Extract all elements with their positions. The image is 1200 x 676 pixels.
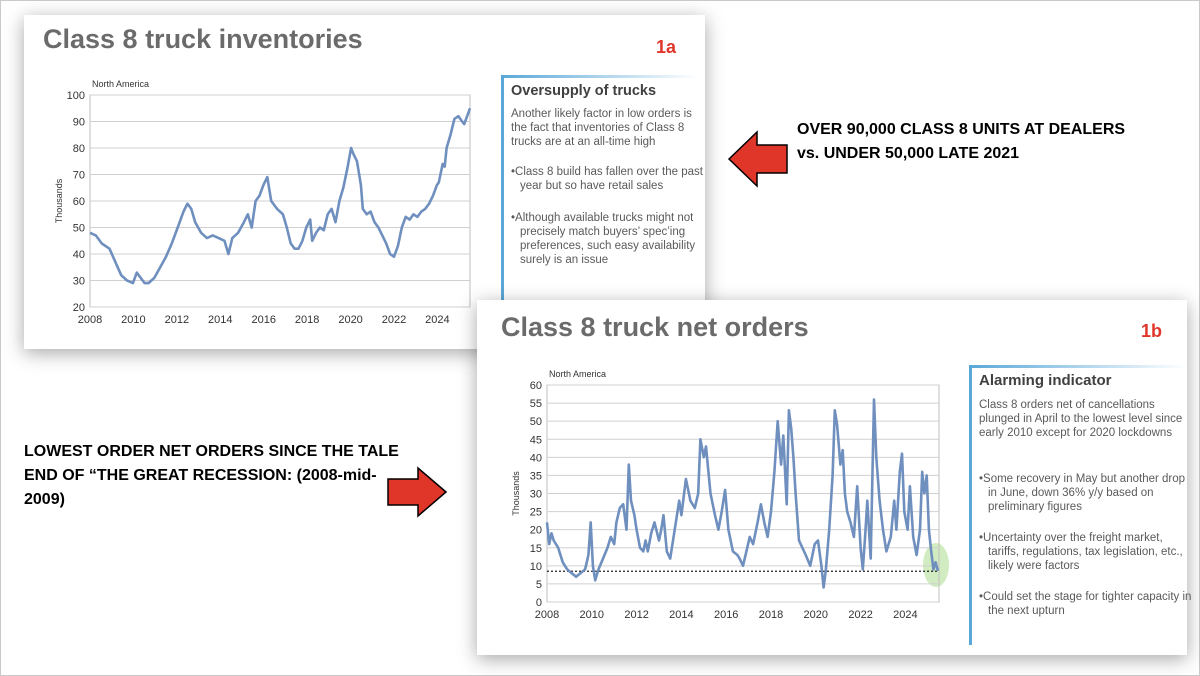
y-tick-label: 20 [72,302,85,314]
y-tick-label: 40 [72,249,85,261]
slide-truck-inventories [24,15,705,349]
y-tick-label: 30 [529,488,542,501]
y-tick-label: 50 [72,222,85,235]
slide-tag: 1b [1141,321,1163,341]
x-tick-label: 2018 [294,314,320,326]
y-tick-label: 50 [529,416,542,429]
x-tick-label: 2012 [624,609,649,621]
y-tick-label: 40 [529,452,542,465]
side-panel [501,75,702,305]
y-axis-label: Thousands [54,178,64,224]
panel-bullet: •Uncertainty over the freight market, tariffs, regulations, tax legislation, etc., likely were factors [979,532,1183,572]
y-tick-label: 30 [72,275,85,288]
series-line [90,108,470,283]
x-tick-label: 2012 [164,314,190,326]
panel-bullet: •Some recovery in May but another drop in June, down 36% y/y based on preliminary figures [979,473,1186,513]
panel-intro: Class 8 orders net of cancellations plunged in April to the lowest level since early 2010 except for 2020 lockdowns [979,399,1183,439]
y-tick-label: 80 [72,143,85,155]
y-tick-label: 20 [529,524,542,537]
panel-accent-bar [969,365,1187,368]
left-arrow-icon [727,130,789,188]
x-tick-label: 2014 [208,314,233,326]
x-tick-label: 2020 [803,609,829,621]
region-label: North America [549,369,607,379]
x-tick-label: 2022 [848,609,873,621]
y-tick-label: 10 [529,560,542,573]
y-tick-label: 60 [72,196,85,208]
panel-bullet: •Although available trucks might not precisely match buyers’ spec’ing preferences, such easy availability surely is an issue [511,212,696,266]
net-orders-chart [477,300,967,655]
y-tick-label: 0 [535,597,542,609]
slide-title: Class 8 truck net orders [501,312,809,342]
x-tick-label: 2016 [713,609,739,621]
x-tick-label: 2022 [381,314,407,326]
x-tick-label: 2008 [534,609,560,621]
panel-accent-bar [501,75,699,78]
y-tick-label: 100 [66,90,85,102]
y-tick-label: 25 [529,506,542,519]
y-tick-label: 90 [72,116,85,129]
x-tick-label: 2016 [251,314,276,326]
x-tick-label: 2018 [758,609,784,621]
inventories-chart [24,15,494,349]
panel-intro: Another likely factor in low orders is the fact that inventories of Class 8 trucks are at an all-time high [511,108,692,148]
panel-heading: Alarming indicator [979,372,1112,389]
x-tick-label: 2024 [893,609,918,621]
panel-heading: Oversupply of trucks [511,83,657,99]
slide-truck-net-orders [477,300,1192,655]
y-axis-label: Thousands [511,471,521,516]
y-tick-label: 45 [529,434,542,447]
annotation-inventories: OVER 90,000 CLASS 8 UNITS AT DEALERS vs. UNDER 50,000 LATE 2021 [797,121,1126,162]
x-tick-label: 2010 [579,609,605,621]
panel-bullet: •Class 8 build has fallen over the past year but so have retail sales [511,166,703,192]
x-tick-label: 2008 [77,314,103,326]
x-tick-label: 2010 [121,314,146,326]
y-tick-label: 70 [72,169,85,182]
side-panel [969,365,1190,645]
slide-title: Class 8 truck inventories [43,24,363,54]
annotation-net-orders: LOWEST ORDER NET ORDERS SINCE THE TALE END OF “THE GREAT RECESSION: (2008-mid-2009) [24,443,399,508]
y-tick-label: 55 [529,398,542,411]
slide-tag: 1a [656,37,677,57]
panel-bullet: •Could set the stage for tighter capacity in the next upturn [979,591,1192,617]
y-tick-label: 60 [529,380,542,392]
y-tick-label: 15 [529,542,542,555]
y-tick-label: 35 [529,470,542,483]
y-tick-label: 5 [535,578,542,591]
x-tick-label: 2020 [338,314,363,326]
region-label: North America [92,79,150,89]
x-tick-label: 2024 [425,314,450,326]
x-tick-label: 2014 [669,609,694,621]
